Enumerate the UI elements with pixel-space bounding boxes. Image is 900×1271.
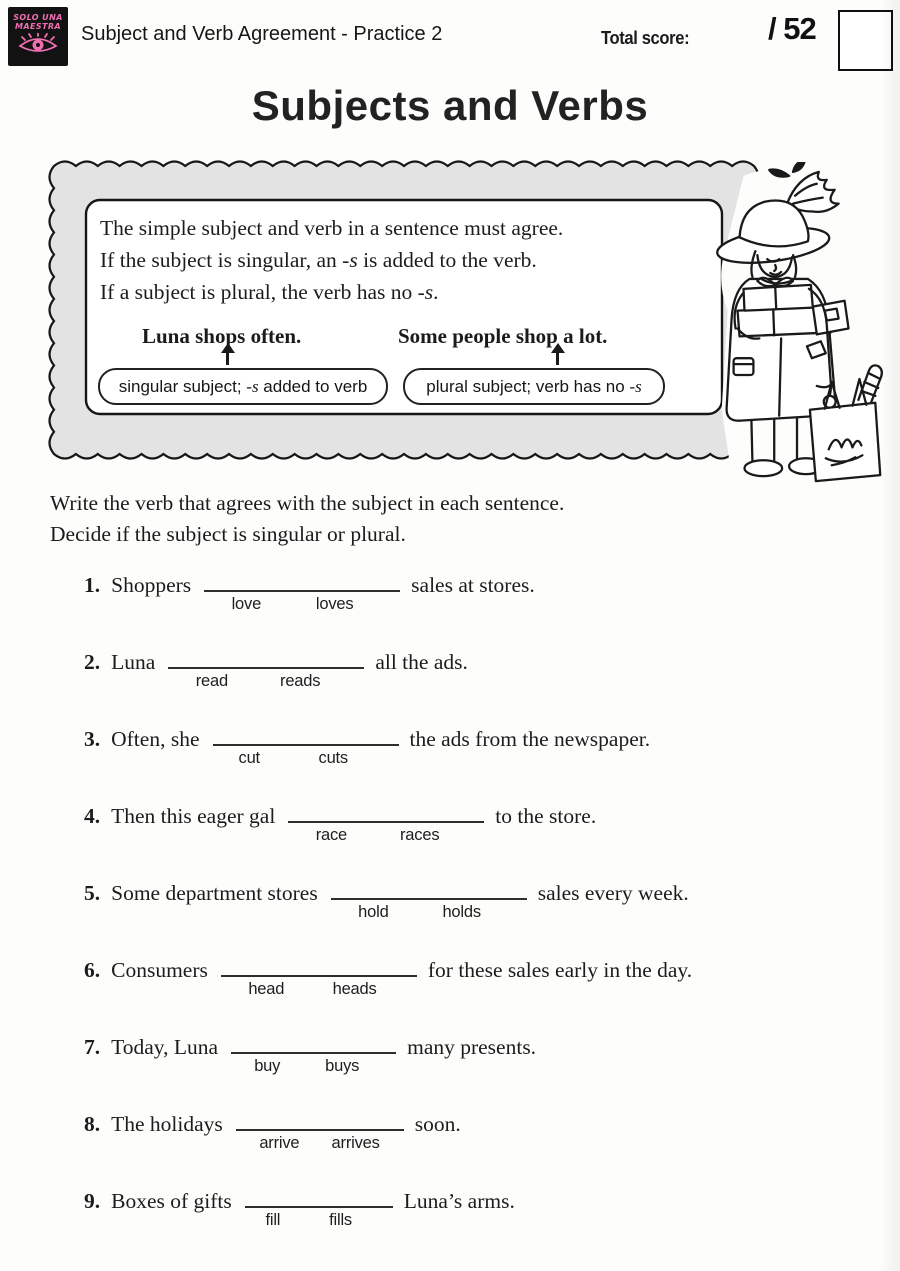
exercise-item-5 — [84, 878, 889, 955]
item-number: 4. — [84, 804, 101, 828]
item-number: 2. — [84, 650, 101, 674]
choice-option-1: love — [231, 595, 262, 613]
item-number: 7. — [84, 1035, 101, 1059]
exercise-item-4 — [84, 801, 889, 878]
item-number: 5. — [84, 881, 101, 905]
instructions-line-2: Decide if the subject is singular or plural. — [50, 522, 406, 546]
publisher-logo — [8, 7, 68, 66]
item-text-after-blank: the ads from the newspaper. — [409, 727, 651, 751]
answer-blank[interactable] — [221, 955, 417, 998]
item-text-before-blank: Boxes of gifts — [111, 1189, 232, 1213]
rule-line-2: If the subject is singular, an -s is added to the verb. — [100, 248, 537, 272]
choice-option-1: buy — [254, 1057, 281, 1075]
choice-option-2: cuts — [318, 749, 348, 767]
item-text-before-blank: Some department stores — [111, 881, 318, 905]
choice-option-1: arrive — [259, 1134, 300, 1152]
instructions — [50, 488, 564, 550]
item-text-before-blank: Often, she — [111, 727, 200, 751]
choice-option-2: arrives — [331, 1134, 380, 1152]
item-text-after-blank: sales at stores. — [411, 573, 535, 597]
item-text-after-blank: many presents. — [407, 1035, 537, 1059]
choice-option-2: races — [400, 826, 440, 844]
exercise-item-9 — [84, 1186, 889, 1263]
label-plural-subject: plural subject; verb has no -s — [403, 368, 665, 405]
rule-box — [48, 160, 760, 460]
answer-blank[interactable] — [288, 801, 484, 844]
logo-text-line2: MAESTRA — [15, 22, 61, 31]
choice-option-1: cut — [238, 749, 260, 767]
answer-blank[interactable] — [231, 1032, 396, 1075]
rule-content — [86, 200, 722, 414]
item-text-before-blank: Luna — [111, 650, 156, 674]
choice-option-2: holds — [442, 903, 481, 921]
choice-option-1: head — [248, 980, 285, 998]
shopper-illustration — [712, 162, 884, 489]
choice-option-1: hold — [358, 903, 389, 921]
label-singular-subject: singular subject; -s added to verb — [98, 368, 388, 405]
item-text-after-blank: soon. — [414, 1112, 461, 1136]
item-number: 9. — [84, 1189, 101, 1213]
choice-option-1: read — [195, 672, 228, 690]
answer-blank[interactable] — [245, 1186, 393, 1229]
instructions-line-1: Write the verb that agrees with the subject in each sentence. — [50, 491, 565, 515]
choice-option-2: fills — [329, 1211, 352, 1229]
item-text-before-blank: Shoppers — [111, 573, 192, 597]
choice-option-2: reads — [280, 672, 321, 690]
answer-blank[interactable] — [236, 1109, 404, 1152]
arrow-up-icon — [556, 352, 559, 365]
exercise-item-1 — [84, 570, 889, 647]
choice-option-2: loves — [315, 595, 354, 613]
item-text-before-blank: Consumers — [111, 958, 208, 982]
item-number: 8. — [84, 1112, 101, 1136]
item-text-after-blank: Luna’s arms. — [403, 1189, 515, 1213]
exercise-list — [84, 570, 889, 1263]
item-text-before-blank: Then this eager gal — [111, 804, 276, 828]
worksheet-name: Subject and Verb Agreement - Practice 2 — [81, 23, 443, 45]
example-plural: Some people shop a lot. — [398, 324, 608, 348]
exercise-item-8 — [84, 1109, 889, 1186]
exercise-item-7 — [84, 1032, 889, 1109]
item-text-after-blank: to the store. — [495, 804, 597, 828]
score-entry-box[interactable] — [838, 10, 893, 71]
exercise-item-3 — [84, 724, 889, 801]
rule-line-3: If a subject is plural, the verb has no -s. — [100, 280, 439, 304]
logo-text-line1: SOLO UNA — [13, 13, 63, 22]
choice-option-1: fill — [265, 1211, 281, 1229]
eye-icon — [17, 33, 59, 60]
choice-option-2: heads — [332, 980, 377, 998]
example-singular: Luna shops often. — [142, 324, 302, 348]
item-number: 6. — [84, 958, 101, 982]
total-score-label: Total score: — [601, 28, 690, 48]
answer-blank[interactable] — [213, 724, 399, 767]
item-text-after-blank: all the ads. — [375, 650, 468, 674]
answer-blank[interactable] — [168, 647, 364, 690]
rule-line-1: The simple subject and verb in a sentence must agree. — [100, 216, 564, 240]
answer-blank[interactable] — [204, 570, 400, 613]
item-number: 1. — [84, 573, 101, 597]
item-text-after-blank: sales every week. — [537, 881, 689, 905]
choice-option-2: buys — [325, 1057, 360, 1075]
arrow-up-icon — [226, 352, 229, 365]
choice-option-1: race — [315, 826, 348, 844]
item-text-before-blank: The holidays — [111, 1112, 223, 1136]
item-number: 3. — [84, 727, 101, 751]
page-title: Subjects and Verbs — [251, 82, 649, 129]
exercise-item-6 — [84, 955, 889, 1032]
exercise-item-2 — [84, 647, 889, 724]
answer-blank[interactable] — [331, 878, 527, 921]
total-score-value: / 52 — [768, 11, 816, 46]
item-text-after-blank: for these sales early in the day. — [427, 958, 693, 982]
item-text-before-blank: Today, Luna — [111, 1035, 219, 1059]
